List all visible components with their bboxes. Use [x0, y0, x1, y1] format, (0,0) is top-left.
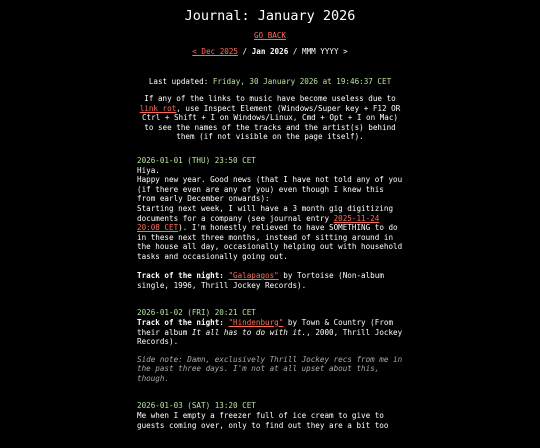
journal-entry-link[interactable]: 2025-11-24 20:08 CET: [137, 213, 380, 233]
go-back-link[interactable]: GO BACK: [253, 31, 286, 40]
track-info: , 2000, Thrill Jockey Records).: [137, 327, 403, 347]
intro-text-part: , use Inspect Element (Windows/Super key + F12 OR Ctrl + Shift + I on Windows/Linux, Cmd + Opt + I on Mac) to see the names of the tracks and the artist(s) behind them (if not visible on the page itself).: [141, 103, 401, 142]
journal-entry: [137, 308, 403, 383]
entry-date: 2026-01-01 (THU) 23:50 CET: [137, 156, 256, 165]
journal-entry: [137, 156, 403, 290]
entry-paragraph: [137, 204, 403, 262]
track-info: by Town & Country (From their album: [137, 317, 394, 337]
current-month: Jan 2026: [251, 47, 289, 56]
entry-line: Hiya.: [137, 165, 160, 175]
next-month-placeholder: MMM YYYY >: [302, 47, 348, 56]
last-updated-value: Friday, 30 January 2026 at 19:46:37 CET: [212, 77, 392, 86]
entry-text: ). I'm honestly relieved to have SOMETHING to do in these next three months, instead of sitting around in the house all day, occasionally helping out with household tasks and occasionally going out.: [137, 223, 403, 261]
month-nav: [0, 47, 540, 57]
intro-text-part: If any of the links to music have become useless due to: [144, 94, 396, 103]
back-nav: [0, 31, 540, 41]
track-label: Track of the night:: [137, 317, 229, 327]
entry-date: 2026-01-02 (FRI) 20:21 CET: [137, 308, 256, 318]
intro-text: [136, 94, 404, 142]
journal-entries: [137, 156, 403, 448]
link-rot-link[interactable]: link rot: [139, 103, 177, 113]
album-title: It all has to do with it.: [191, 327, 307, 337]
track-info: by Tortoise (Non-album single, 1996, Thrill Jockey Records).: [137, 271, 384, 290]
last-updated-label: Last updated:: [148, 77, 213, 86]
entry-line: Me when I empty a freezer full of ice cream to give to guests coming over, only to find out they are a bit too: [137, 411, 389, 430]
side-note: Side note: Damn, exclusively Thrill Jockey recs from me in the past three days. I'm not at all upset about this, though.: [137, 354, 403, 383]
entry-date: 2026-01-03 (SAT) 13:20 CET: [137, 401, 256, 411]
track-link[interactable]: "Hindenburg": [228, 317, 284, 327]
prev-month-link[interactable]: < Dec 2025: [192, 47, 238, 56]
nav-separator: /: [288, 47, 302, 56]
track-of-night: [137, 318, 403, 347]
nav-separator: /: [237, 47, 252, 56]
journal-entry: [137, 401, 403, 430]
track-of-night: [137, 271, 403, 290]
entry-text: Starting next week, I will have a 3 month gig digitizing documents for a company (see journal entry: [137, 203, 394, 223]
track-label: Track of the night:: [137, 271, 229, 281]
page-title: Journal: January 2026: [184, 8, 356, 24]
entry-line: Happy new year. Good news (that I have not told any of you (if there even are any of you) even though I knew this from early December onwards):: [137, 175, 403, 204]
last-updated: [0, 77, 540, 87]
track-link[interactable]: "Galapagos": [228, 271, 279, 281]
